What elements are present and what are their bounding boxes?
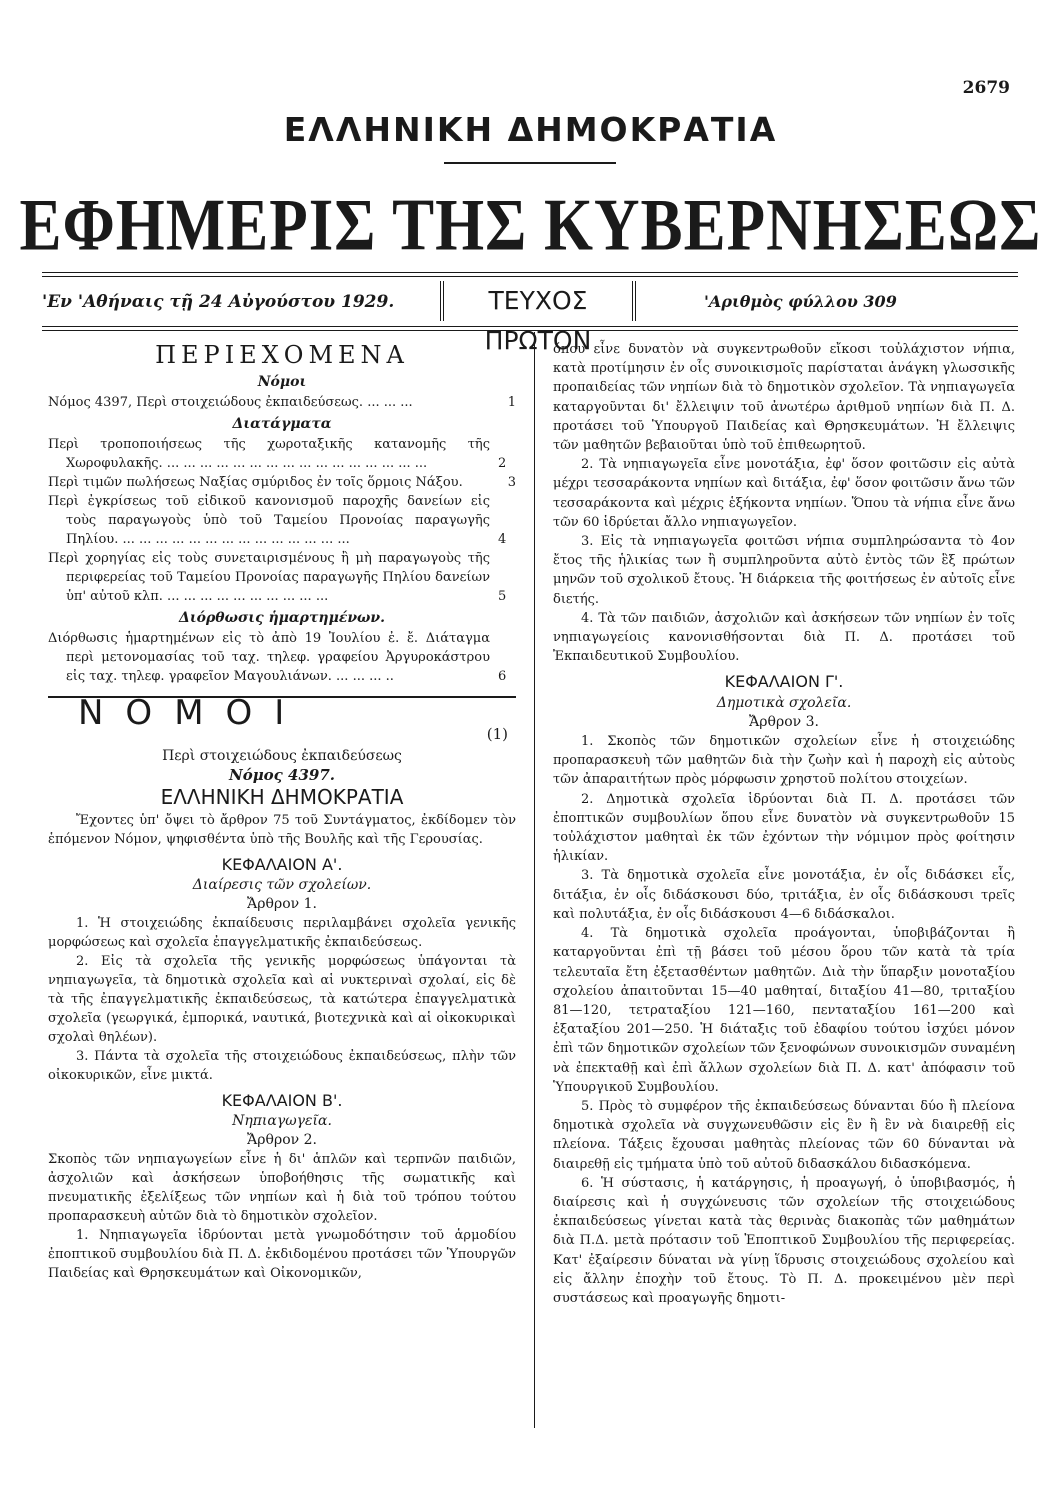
left-column (48, 340, 516, 1283)
paragraph: 5. Πρὸς τὸ συμφέρον τῆς ἐκπαιδεύσεως δύνανται δύο ἢ πλείονα δημοτικὰ σχολεῖα νὰ συγχωνευθῶσιν εἰς ἓν ἢ ἓν νὰ διαιρεθῇ εἰς πλείονα. Τάξεις ἔχουσαι μαθητὰς πλείονας τῶν 60 δύνανται νὰ διαιρεθῇ εἰς τμήματα ὑπὸ τοῦ αὐτοῦ διδασκάλου διδασκόμενα. (553, 1098, 1015, 1172)
toc-laws-heading: Νόμοι (257, 374, 307, 390)
chapter-a-title: ΚΕΦΑΛΑΙΟΝ Α'. (221, 855, 343, 874)
chapter-c-subtitle: Δημοτικὰ σχολεῖα. (716, 694, 852, 711)
toc-item[interactable]: Περὶ τιμῶν πωλήσεως Ναξίας σμύριδος ἐν τοῖς ὅρμοις Νάξου. 3 (48, 475, 516, 490)
preamble: Ἔχοντες ὑπ' ὄψει τὸ ἄρθρον 75 τοῦ Συντάγματος, ἐκδίδομεν τὸν ἑπόμενον Νόμον, ψηφισθέντα ὑπὸ τῆς Βουλῆς καὶ τῆς Γερουσίας. (48, 813, 516, 847)
toc-item[interactable]: Διόρθωσις ἡμαρτημένων εἰς τὸ ἀπὸ 19 Ἰουλίου ἐ. ἔ. Διάταγμα περὶ μετονομασίας τοῦ ταχ. τηλεφ. γραφείου Ἀργυροκάστρου εἰς ταχ. τηλεφ. γραφεῖον Μαγουλιάνων. ... ... ... .. 6 (48, 631, 507, 684)
chapter-b-subtitle: Νηπιαγωγεῖα. (232, 1113, 332, 1129)
column-divider (534, 332, 535, 1428)
paragraph: 6. Ἡ σύστασις, ἡ κατάργησις, ἡ προαγωγή, ὁ ὑποβιβασμός, ἡ διαίρεσις καὶ ἡ συγχώνευσις τῶν σχολείων τῆς στοιχειώδους ἐκπαιδεύσεως γίνεται κατὰ τὰς θερινὰς διακοπὰς τῶν μαθημάτων διὰ Π.Δ. μετὰ πρότασιν τοῦ Ἐποπτικοῦ Συμβουλίου τῆς περιφερείας. Κατ' ἐξαίρεσιν δύναται νὰ γίνῃ ἵδρυσις στοιχειώδους σχολείου καὶ εἰς ἄλλην ἐποχὴν τοῦ ἔτους. Τὸ Π. Δ. προκειμένου μὲν περὶ συστάσεως καὶ προαγωγῆς δημοτι- (553, 1175, 1015, 1306)
entry-number-row (48, 725, 516, 747)
date-line: 'Εν 'Αθήναις τῇ 24 Αὐγούστου 1929. (42, 292, 395, 312)
paragraph: 4. Τὰ τῶν παιδιῶν, ἀσχολιῶν καὶ ἀσκήσεων τῶν νηπίων ἐν τοῖς νηπιαγωγείοις κανονισθήσονται διὰ Π. Δ. προτάσει τοῦ Ἐκπαιδευτικοῦ Συμβουλίου. (553, 610, 1015, 665)
toc-item[interactable]: Περὶ τροποποιήσεως τῆς χωροταξικῆς κατανομῆς τῆς Χωροφυλακῆς. ... ... ... ... ... ... ... ... ... ... ... ... ... ... ... ... 2 (48, 437, 507, 471)
paragraph: 2. Δημοτικὰ σχολεῖα ἱδρύονται διὰ Π. Δ. προτάσει τῶν ἐποπτικῶν συμβουλίων ὅπου εἶνε δυνατὸν νὰ συγκεντρωθοῦν 15 τοὐλάχιστον μαθηταὶ ἐκ τῶν ἐχόντων τὴν νόμιμον πρὸς φοίτησιν ἡλικίαν. (553, 791, 1015, 865)
header-rule-bottom-2 (42, 330, 1018, 331)
chapter-b-title: ΚΕΦΑΛΑΙΟΝ Β'. (221, 1091, 343, 1110)
law-number: Νόμος 4397. (228, 766, 336, 784)
issue-label: ΤΕΥΧΟΣ ΠΡΩΤΟΝ (440, 281, 636, 321)
republic-heading: ΕΛΛΗΝΙΚΗ ΔΗΜΟΚΡΑΤΙΑ (283, 110, 778, 149)
chapter-c-title: ΚΕΦΑΛΑΙΟΝ Γ'. (724, 672, 844, 692)
paragraph: 3. Πάντα τὰ σχολεῖα τῆς στοιχειώδους ἐκπαιδεύσεως, πλὴν τῶν οἰκοκυρικῶν, εἶνε μικτά. (48, 1049, 516, 1083)
title-rule (444, 162, 616, 164)
paragraph: 1. Ἡ στοιχειώδης ἐκπαίδευσις περιλαμβάνει σχολεῖα γενικῆς μορφώσεως καὶ σχολεῖα ἐπαγγελματικῆς ἐκπαιδεύσεως. (48, 916, 516, 950)
paragraph: ὅπου εἶνε δυνατὸν νὰ συγκεντρωθοῦν εἴκοσι τοὐλάχιστον νήπια, κατὰ προτίμησιν ἐν οἷς συνοικισμοῖς παρίσταται ἀνάγκη γλωσσικῆς προπαιδείας τῶν νηπίων διὰ τὸ δημοτικὸν σχολεῖον. Τὰ νηπιαγωγεῖα καταργοῦνται δι' ἔλλειψιν τοῦ ἀνωτέρω ἀριθμοῦ νηπίων διὰ Π. Δ. προτάσει τοῦ Ὑπουργοῦ Παιδείας καὶ Θρησκευμάτων. Ἡ ἔλλειψις τῶν μαθητῶν βεβαιοῦται ὑπὸ τοῦ ἐπιθεωρητοῦ. (553, 342, 1015, 454)
right-column (553, 340, 1015, 1308)
gazette-title: ΕΦΗΜΕΡΙΣ ΤΗΣ ΚΥΒΕΡΝΗΣΕΩΣ (19, 183, 1042, 266)
sheet-number: 'Αριθμὸς φύλλου 309 (704, 292, 897, 311)
paragraph: 2. Εἰς τὰ σχολεῖα τῆς γενικῆς μορφώσεως ὑπάγονται τὰ νηπιαγωγεῖα, τὰ δημοτικὰ σχολεῖα καὶ αἱ νυκτεριναὶ σχολαί, εἰς δὲ τὰ τῆς ἐπαγγελματικῆς ἐκπαιδεύσεως, τὰ κατώτερα ἐπαγγελματικὰ σχολεῖα (γεωργικά, ἐμπορικά, ναυτικά, βιοτεχνικὰ καὶ αἱ οἰκοκυρικαὶ σχολαὶ θηλέων). (48, 954, 516, 1045)
toc-corrections-heading: Διόρθωσις ἡμαρτημένων. (179, 610, 385, 626)
law-republic: ΕΛΛΗΝΙΚΗ ΔΗΜΟΚΡΑΤΙΑ (160, 785, 404, 809)
toc-title: ΠΕΡΙΕΧΟΜΕΝΑ (155, 341, 409, 369)
toc-item[interactable]: Περὶ ἐγκρίσεως τοῦ εἰδικοῦ κανονισμοῦ παροχῆς δανείων εἰς τοὺς παραγωγοὺς ὑπὸ τοῦ Ταμείου Προνοίας παραγωγῆς Πηλίου. ... ... ... ... ... ... ... ... ... ... ... ... ... ... 4 (48, 494, 507, 547)
article-1: Ἄρθρον 1. (247, 896, 317, 912)
header-rule-top-2 (42, 276, 1018, 277)
toc-item[interactable]: Περὶ χορηγίας εἰς τοὺς συνεταιρισμένους ἢ μὴ παραγωγοὺς τῆς περιφερείας τοῦ Ταμείου Προνοίας παραγωγῆς Πηλίου δανείων ὑπ' αὐτοῦ κλπ. ... ... ... ... ... ... ... ... ... ... 5 (48, 551, 507, 604)
paragraph: 3. Τὰ δημοτικὰ σχολεῖα εἶνε μονοτάξια, ἐν οἷς διδάσκει εἷς, διτάξια, ἐν οἷς διδάσκουσι δύο, τριτάξια, ἐν οἷς διδάσκουσι τρεῖς καὶ πολυτάξια, ἐν οἷς διδάσκουσι 4—6 διδάσκαλοι. (553, 868, 1015, 922)
paragraph: Σκοπὸς τῶν νηπιαγωγείων εἶνε ἡ δι' ἁπλῶν καὶ τερπνῶν παιδιῶν, ἀσχολιῶν καὶ ἀσκήσεων ὑποβοήθησις τῆς σωματικῆς καὶ πνευματικῆς ἐξελίξεως τῶν νηπίων καὶ ἡ διὰ τοῦ τρόπου τούτου προπαρασκευὴ αὐτῶν διὰ τὸ δημοτικὸν σχολεῖον. (48, 1152, 516, 1224)
paragraph: 2. Τὰ νηπιαγωγεῖα εἶνε μονοτάξια, ἐφ' ὅσον φοιτῶσιν εἰς αὐτὰ μέχρι τεσσαράκοντα νηπίων καὶ διτάξια, ἐφ' ὅσον φοιτῶσιν ἄνω τῶν τεσσαράκοντα καὶ μέχρις ἑξήκοντα νηπίων. Ὅπου τὰ νήπια εἶνε ἄνω τῶν 60 ἱδρύεται ἄλλο νηπιαγωγεῖον. (553, 457, 1015, 530)
chapter-a-subtitle: Διαίρεσις τῶν σχολείων. (192, 877, 372, 893)
toc-decrees-heading: Διατάγματα (232, 416, 332, 432)
nomoi-title: ΝΟΜΟΙ (78, 693, 307, 733)
page-number: 2679 (962, 78, 1010, 98)
nomoi-section (48, 693, 516, 1283)
paragraph: 3. Εἰς τὰ νηπιαγωγεῖα φοιτῶσι νήπια συμπληρώσαντα τὸ 4ον ἔτος τῆς ἡλικίας των ἢ συμπληροῦντα αὐτὸ ἐντὸς τῶν ἓξ πρώτων μηνῶν τοῦ σχολικοῦ ἔτους. Ἡ διάρκεια τῆς φοιτήσεως ἐν αὐτοῖς εἶνε διετής. (553, 534, 1015, 607)
paragraph: 1. Νηπιαγωγεῖα ἱδρύονται μετὰ γνωμοδότησιν τοῦ ἁρμοδίου ἐποπτικοῦ συμβουλίου διὰ Π. Δ. ἐκδιδομένου προτάσει τῶν Ὑπουργῶν Παιδείας καὶ Θρησκευμάτων καὶ Οἰκονομικῶν, (48, 1228, 516, 1281)
article-3: Ἄρθρον 3. (749, 713, 819, 730)
paragraph: 1. Σκοπὸς τῶν δημοτικῶν σχολείων εἶνε ἡ στοιχειώδης προπαρασκευὴ τῶν μαθητῶν διὰ τὴν ζωὴν καὶ ἡ παροχὴ εἰς αὐτοὺς τῶν ἀπαραιτήτων πρὸς μόρφωσιν χρηστοῦ πολίτου στοιχείων. (553, 734, 1015, 788)
law-subject: Περὶ στοιχειώδους ἐκπαιδεύσεως (162, 748, 402, 764)
entry-number: (1) (486, 725, 508, 743)
article-2: Ἄρθρον 2. (247, 1132, 317, 1148)
header-rule-bottom (42, 326, 1018, 327)
toc-item[interactable]: Νόμος 4397, Περὶ στοιχειώδους ἐκπαιδεύσεως. ... ... ... 1 (48, 395, 516, 410)
header-rule-top (42, 272, 1018, 273)
paragraph: 4. Τὰ δημοτικὰ σχολεῖα προάγονται, ὑποβιβάζονται ἢ καταργοῦνται ἐπὶ τῇ βάσει τοῦ μέσου ὅρου τῶν κατὰ τὰ τρία τελευταῖα ἔτη ἐξετασθέντων μαθητῶν. Διὰ τὴν ὕπαρξιν μονοταξίου σχολείου ἀπαιτοῦνται 15—40 μαθηταί, διταξίου 41—80, τριταξίου 81—120, τετραταξίου 121—160, πενταταξίου 161—200 καὶ ἑξαταξίου 201—250. Ἡ διάταξις τοῦ ἐδαφίου τούτου ἰσχύει μόνον ἐπὶ τῶν δημοτικῶν σχολείων τῶν ξενοφώνων συνοικισμῶν συναμένη νὰ ἐπεκταθῇ καὶ ἐπὶ ἄλλων σχολείων διὰ Π. Δ. κατ' ἀπόφασιν τοῦ Ὑπουργικοῦ Συμβουλίου. (553, 926, 1015, 1095)
